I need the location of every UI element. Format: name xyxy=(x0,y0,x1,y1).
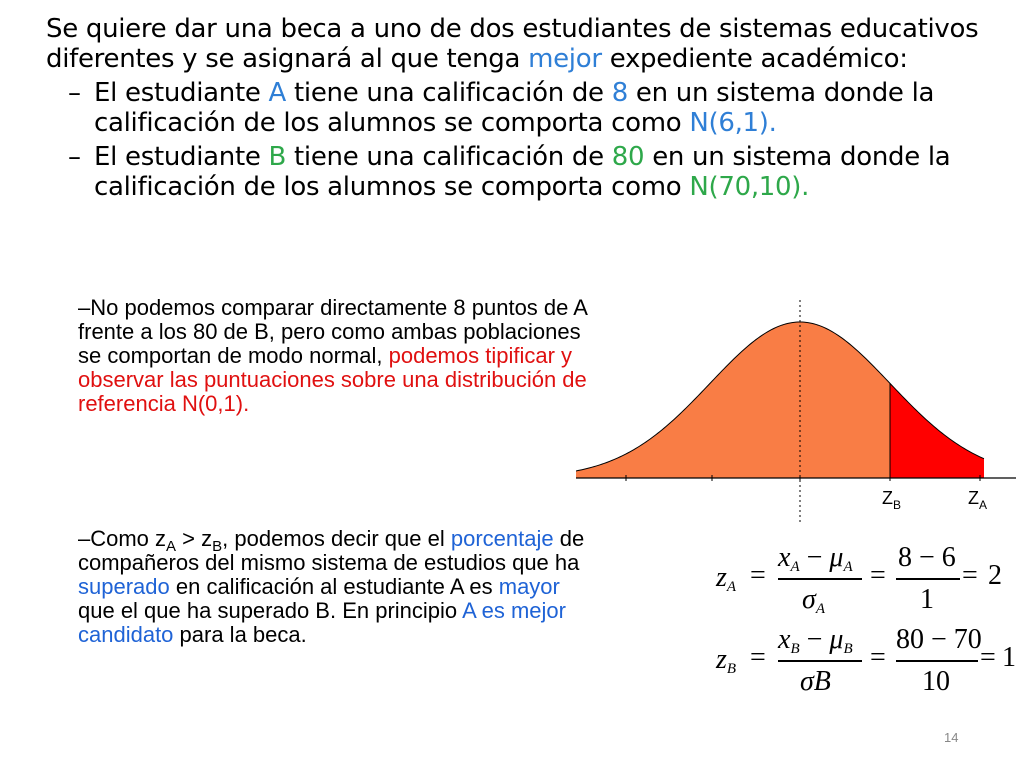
bullet-student-b xyxy=(46,142,1006,202)
bullet-student-a xyxy=(46,78,1006,138)
formula-b-fraction-bar-1 xyxy=(778,660,862,662)
subscript-b: B xyxy=(212,538,223,555)
intro-highlight-mejor: mejor xyxy=(528,44,602,74)
formula-a-eq3: = xyxy=(962,560,978,591)
para2-text: para la beca. xyxy=(173,622,307,647)
para2-text: > z xyxy=(176,526,213,551)
formula-b-eq2: = xyxy=(870,642,886,673)
formula-a-result: 2 xyxy=(988,560,1002,591)
curve-body-fill xyxy=(576,322,890,478)
page-number: 14 xyxy=(944,730,959,745)
formula-a-values: 8 − 6 xyxy=(898,542,956,573)
bullet-dash: – xyxy=(68,142,81,172)
distribution-b: N(70,10). xyxy=(689,172,810,202)
slide-heading-block xyxy=(46,14,1006,202)
grade-b: 80 xyxy=(611,142,645,172)
formula-a-eq1: = xyxy=(750,560,766,591)
bullet-text: en un sistema donde la calificación de los alumnos se comporta como xyxy=(94,142,951,202)
para2-text: de compañeros del mismo sistema de estudios que ha xyxy=(78,526,585,575)
formula-a-eq2: = xyxy=(870,560,886,591)
explanation-paragraph-2 xyxy=(78,527,598,647)
formula-z-a xyxy=(700,540,1024,620)
formula-a-fraction-bar-2 xyxy=(896,578,960,580)
formula-a-lhs: $z_A$ xyxy=(716,562,737,595)
formula-b-denominator: σB xyxy=(800,666,831,697)
subscript-a: A xyxy=(166,538,177,555)
para1-text: –No podemos comparar directamente 8 puntos de A frente a los 80 de B, pero como ambas poblaciones se comportan de modo normal, xyxy=(78,295,587,368)
za-label: $Z_A$ xyxy=(968,488,988,512)
student-label-b: B xyxy=(268,142,287,172)
para2-text: –Como z xyxy=(78,526,167,551)
para1-highlight: podemos tipificar y observar las puntuaciones sobre una distribución de referencia N(0,1). xyxy=(78,343,587,416)
bullet-text: en un sistema donde la calificación de los alumnos se comporta como xyxy=(94,78,935,138)
bullet-text: El estudiante xyxy=(94,78,269,108)
para2-text: en calificación al estudiante A es xyxy=(169,574,499,599)
formula-a-numerator: $x_A - \mu_A$ xyxy=(778,542,853,575)
formula-a-denominator: $\sigma_A$ xyxy=(802,584,825,617)
intro-text xyxy=(46,14,1006,74)
intro-part1: Se quiere dar una beca a uno de dos estudiantes de sistemas educativos diferentes y se asignará al que tenga xyxy=(46,14,979,74)
para2-text: que el que ha superado B. En principio xyxy=(78,598,463,623)
zb-label: $Z_B$ xyxy=(882,488,902,512)
highlight-porcentaje: porcentaje xyxy=(450,526,554,551)
para2-text: , podemos decir que el xyxy=(222,526,451,551)
grade-a: 8 xyxy=(611,78,628,108)
student-label-a: A xyxy=(268,78,287,108)
bullet-text: tiene una calificación de xyxy=(286,142,612,172)
distribution-a: N(6,1). xyxy=(689,108,777,138)
formula-b-eq3: = xyxy=(980,642,996,673)
formula-b-lhs: $z_B$ xyxy=(716,644,737,677)
formula-a-fraction-bar-1 xyxy=(778,578,862,580)
bullet-text: tiene una calificación de xyxy=(286,78,612,108)
intro-part2: expediente académico: xyxy=(601,44,908,74)
formula-b-numerator: $x_B - \mu_B$ xyxy=(778,624,853,657)
formula-a-den-value: 1 xyxy=(920,584,934,615)
explanation-paragraph-1 xyxy=(78,296,598,416)
formula-b-den-value: 10 xyxy=(922,666,950,697)
highlight-superado: superado xyxy=(78,574,170,599)
formula-b-eq1: = xyxy=(750,642,766,673)
bullet-text: El estudiante xyxy=(94,142,269,172)
highlight-mayor: mayor xyxy=(498,574,560,599)
formula-z-b xyxy=(700,622,1024,702)
bullet-dash: – xyxy=(68,78,81,108)
normal-curve-figure xyxy=(576,298,1016,528)
highlight-candidato: A es mejor candidato xyxy=(78,598,566,647)
formula-b-result: 1 xyxy=(1002,642,1016,673)
formula-b-fraction-bar-2 xyxy=(896,660,978,662)
formula-b-values: 80 − 70 xyxy=(896,624,982,655)
